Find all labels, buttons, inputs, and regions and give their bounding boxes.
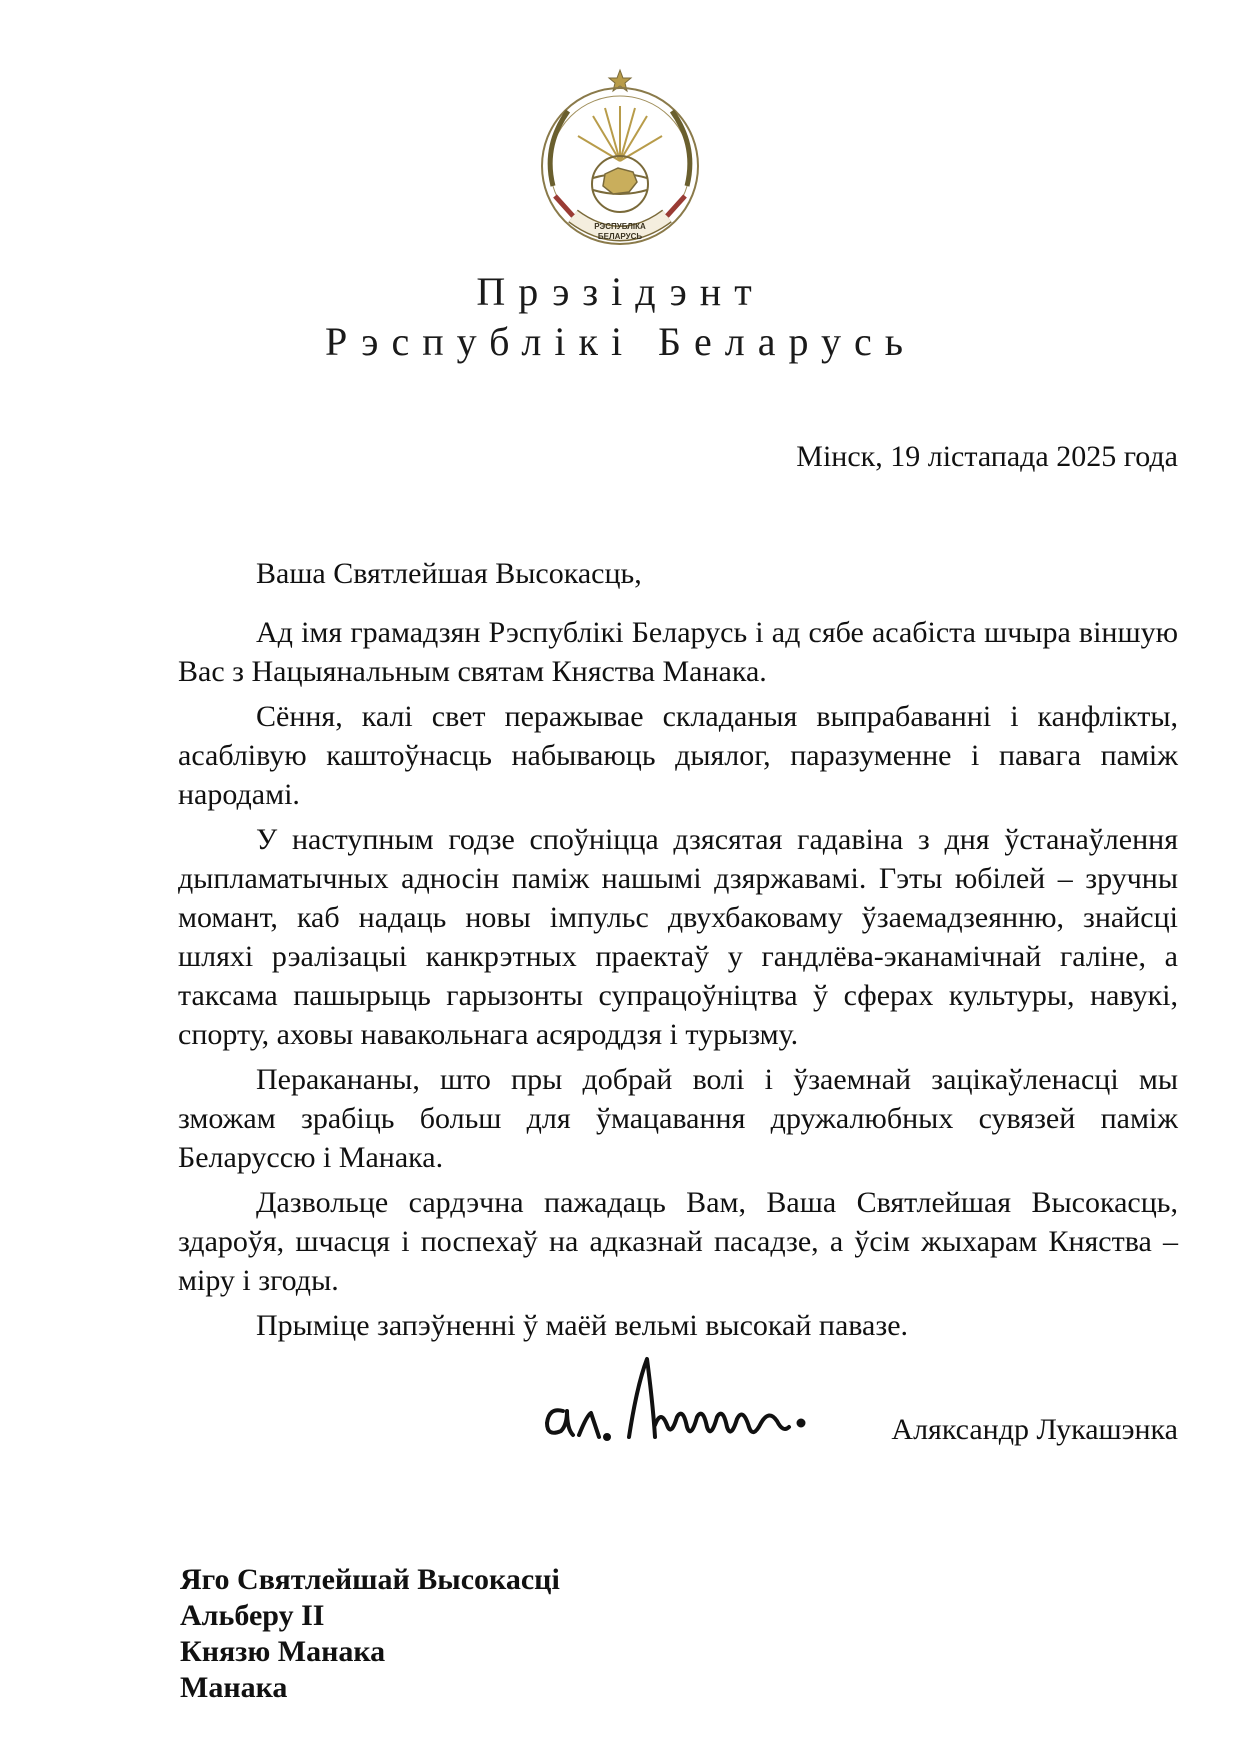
- salutation: Ваша Святлейшая Высокасць,: [256, 557, 642, 590]
- paragraph: У наступным годзе споўніцца дзясятая гадавіна з дня ўстанаўлення дыпламатычных адносін паміж нашымі дзяржавамі. Гэты юбілей – зручны момант, каб надаць новы імпульс двухбаковаму ўзаемадзеянню, знайсці шляхі рэалізацыі канкрэтных праектаў у гандлёва-эканамічнай галіне, а таксама пашырыць гарызонты супрацоўніцтва ў сферах культуры, навукі, спорту, аховы навакольнага асяроддзя і турызму.: [178, 823, 1178, 1051]
- state-emblem-icon: [533, 66, 707, 254]
- paragraph: Перакананы, што пры добрай волі і ўзаемнай зацікаўленасці мы зможам зрабіць больш для ўмацавання дружалюбных сувязей паміж Беларуссю і Манака.: [178, 1063, 1178, 1174]
- addressee-line: Князю Манака: [180, 1635, 386, 1668]
- date-place: Мінск, 19 лістапада 2025 года: [796, 440, 1178, 473]
- paragraph: Сёння, калі свет перажывае складаныя выпрабаванні і канфлікты, асаблівую каштоўнасць набываюць дыялог, паразуменне і павага паміж народамі.: [178, 700, 1178, 811]
- handwritten-signature: [537, 1345, 857, 1455]
- addressee-block: [180, 1562, 560, 1706]
- svg-text:РЭСПУБЛІКА: РЭСПУБЛІКА: [594, 222, 646, 231]
- paragraph: Дазвольце сардэчна пажадаць Вам, Ваша Святлейшая Высокасць, здароўя, шчасця і поспехаў на адказнай пасадзе, а ўсім жыхарам Княства – міру і згоды.: [178, 1186, 1178, 1297]
- paragraph: Ад імя грамадзян Рэспублікі Беларусь і ад сябе асабіста шчыра віншую Вас з Нацыянальным святам Княства Манака.: [178, 616, 1178, 688]
- paragraph: Прыміце запэўненні ў маёй вельмі высокай павазе.: [256, 1309, 909, 1342]
- letter-body: [178, 613, 1178, 1351]
- addressee-line: Яго Святлейшай Высокасці: [180, 1563, 560, 1596]
- addressee-line: Альберу II: [180, 1599, 325, 1632]
- header-title-line1: Прэзідэнт: [476, 269, 765, 314]
- svg-text:БЕЛАРУСЬ: БЕЛАРУСЬ: [597, 232, 643, 241]
- signer-name: Аляксандр Лукашэнка: [891, 1413, 1178, 1446]
- addressee-line: Манака: [180, 1671, 288, 1704]
- header-title-line2: Рэспублікі Беларусь: [325, 319, 916, 364]
